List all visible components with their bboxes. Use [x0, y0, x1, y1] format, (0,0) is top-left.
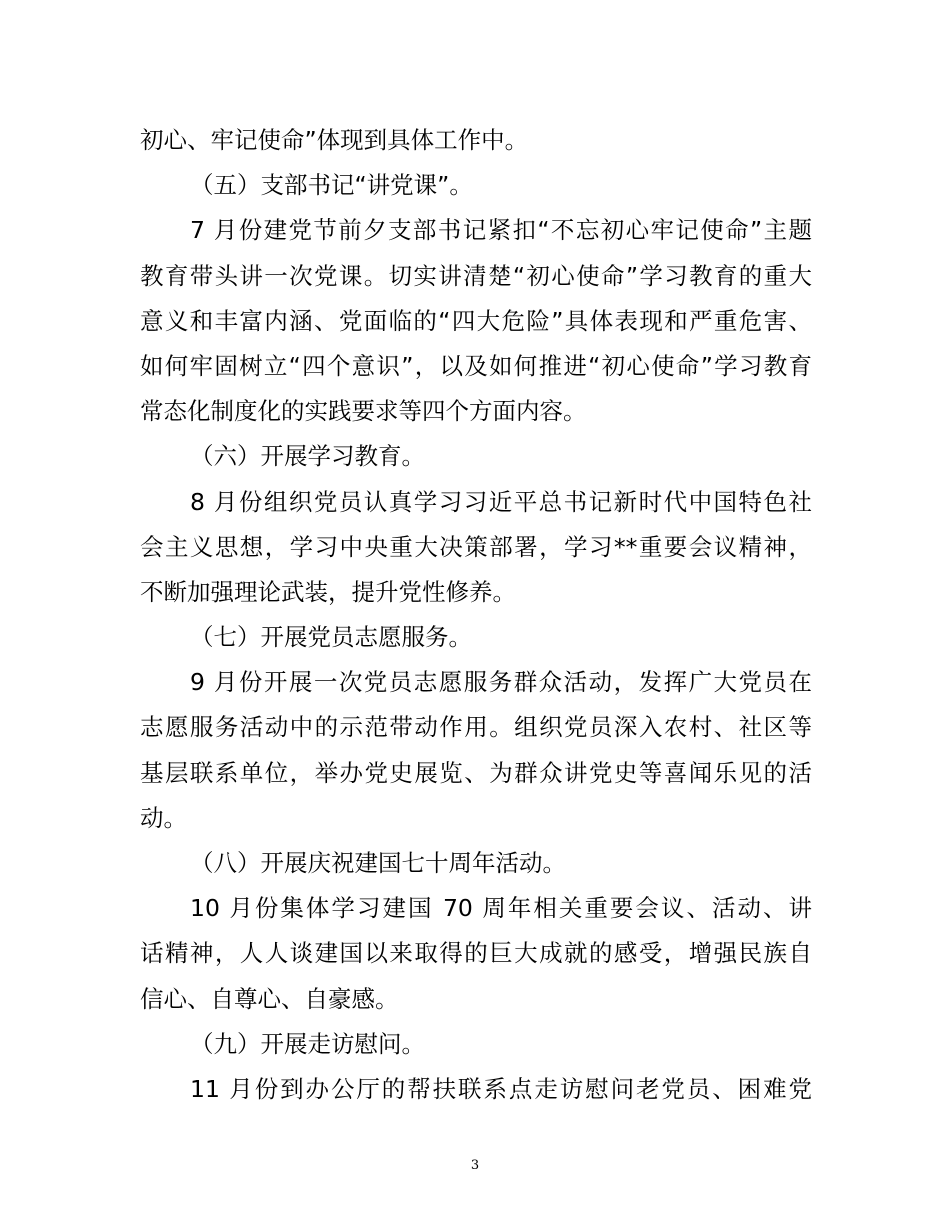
body-line: 信心、自尊心、自豪感。	[140, 984, 399, 1013]
section-heading: （六）开展学习教育。	[190, 442, 425, 471]
section-heading: （七）开展党员志愿服务。	[190, 623, 472, 652]
section-heading: （八）开展庆祝建国七十周年活动。	[190, 849, 566, 877]
paragraph-first-line: 8 月份组织党员认真学习习近平总书记新时代中国特色社	[190, 487, 812, 516]
body-line: 初心、牢记使命”体现到具体工作中。	[140, 126, 529, 154]
body-line: 意义和丰富内涵、党面临的“四大危险”具体表现和严重危害、	[140, 306, 812, 335]
page-number: 3	[470, 1158, 480, 1173]
body-line: 不断加强理论武装，提升党性修养。	[140, 577, 516, 606]
body-line: 常态化制度化的实践要求等四个方面内容。	[140, 397, 587, 426]
body-line: 志愿服务活动中的示范带动作用。组织党员深入农村、社区等	[140, 713, 812, 742]
body-line: 会主义思想，学习中央重大决策部署，学习**重要会议精神，	[140, 532, 812, 561]
paragraph-first-line: 11 月份到办公厅的帮扶联系点走访慰问老党员、困难党	[190, 1074, 812, 1103]
section-heading: （九）开展走访慰问。	[190, 1029, 425, 1058]
paragraph-first-line: 7 月份建党节前夕支部书记紧扣“不忘初心牢记使命”主题	[190, 216, 812, 245]
body-line: 教育带头讲一次党课。切实讲清楚“初心使命”学习教育的重大	[140, 261, 812, 290]
document-body	[140, 118, 812, 1112]
paragraph-first-line: 9 月份开展一次党员志愿服务群众活动，发挥广大党员在	[190, 668, 812, 697]
paragraph-first-line: 10 月份集体学习建国 70 周年相关重要会议、活动、讲	[190, 894, 812, 923]
body-line: 基层联系单位，举办党史展览、为群众讲党史等喜闻乐见的活	[140, 758, 812, 787]
body-line: 如何牢固树立“四个意识”，以及如何推进“初心使命”学习教育	[140, 351, 812, 380]
section-heading: （五）支部书记“讲党课”。	[190, 171, 473, 200]
body-line: 话精神，人人谈建国以来取得的巨大成就的感受，增强民族自	[140, 939, 812, 968]
body-line: 动。	[140, 803, 187, 832]
